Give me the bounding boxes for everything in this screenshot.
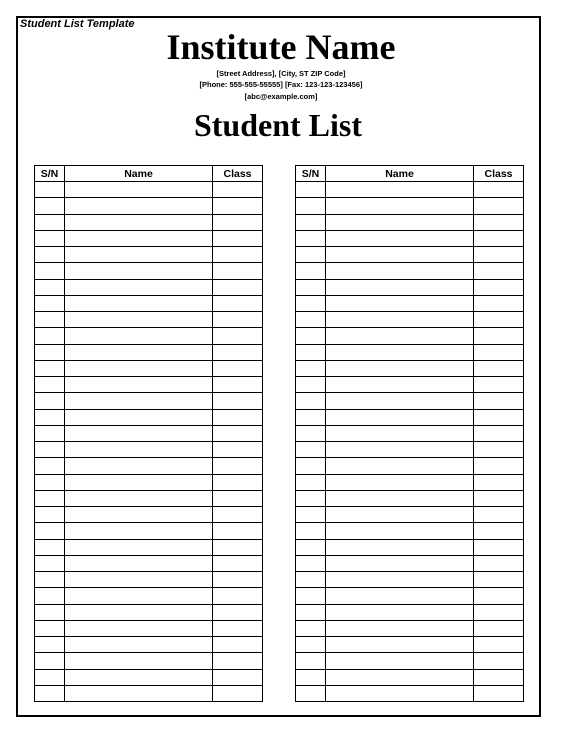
table-row [296,279,524,295]
template-label: Student List Template [20,18,135,30]
table-row [296,344,524,360]
name-cell [65,669,213,685]
name-cell [326,230,474,246]
name-cell [326,409,474,425]
name-cell [326,360,474,376]
document-title: Student List [193,107,363,143]
table-row [296,588,524,604]
class-cell [213,182,263,198]
class-cell [474,604,524,620]
name-column-header: Name [326,166,474,182]
table-row [35,685,263,701]
name-cell [326,507,474,523]
class-cell [213,604,263,620]
sn-cell [296,328,326,344]
class-cell [474,425,524,441]
sn-cell [35,490,65,506]
table-row [296,555,524,571]
name-cell [65,637,213,653]
email-line: [abc@example.com] [244,92,318,101]
sn-cell [296,425,326,441]
class-cell [213,555,263,571]
name-cell [65,458,213,474]
sn-cell [296,653,326,669]
name-cell [65,230,213,246]
table-row [296,198,524,214]
class-cell [213,360,263,376]
class-cell [474,279,524,295]
class-cell [474,409,524,425]
table-row [35,474,263,490]
class-cell [474,490,524,506]
sn-cell [35,279,65,295]
name-cell [326,377,474,393]
class-cell [213,539,263,555]
name-cell [65,247,213,263]
name-cell [65,555,213,571]
sn-cell [296,523,326,539]
sn-cell [296,312,326,328]
class-cell [213,669,263,685]
table-row [35,555,263,571]
name-cell [65,474,213,490]
contact-line: [Phone: 555-555-55555] [Fax: 123-123-123456] [199,80,363,89]
name-cell [65,312,213,328]
sn-cell [296,377,326,393]
class-cell [474,523,524,539]
sn-cell [296,604,326,620]
sn-cell [296,409,326,425]
name-cell [65,523,213,539]
class-cell [213,214,263,230]
class-cell [474,214,524,230]
sn-cell [296,198,326,214]
name-cell [65,360,213,376]
sn-cell [296,344,326,360]
table-row [296,230,524,246]
name-cell [326,572,474,588]
student-table-left [34,165,263,702]
table-row [296,377,524,393]
table-row [35,604,263,620]
sn-cell [296,230,326,246]
name-cell [65,620,213,636]
class-cell [474,539,524,555]
table-row [296,425,524,441]
class-column-header: Class [474,166,524,182]
table-row [35,490,263,506]
name-cell [326,442,474,458]
sn-cell [35,604,65,620]
class-cell [474,393,524,409]
table-row [296,393,524,409]
class-cell [474,182,524,198]
sn-cell [35,555,65,571]
table-row [296,409,524,425]
table-row [35,620,263,636]
table-row [35,588,263,604]
name-cell [65,604,213,620]
class-cell [213,620,263,636]
student-table-body [35,182,263,702]
name-cell [65,214,213,230]
table-row [35,458,263,474]
table-row [35,425,263,441]
sn-column-header: S/N [296,166,326,182]
name-cell [326,312,474,328]
table-row [296,572,524,588]
class-cell [474,360,524,376]
name-cell [326,637,474,653]
sn-cell [35,685,65,701]
sn-cell [35,230,65,246]
sn-cell [296,685,326,701]
table-row [35,393,263,409]
class-cell [213,328,263,344]
sn-cell [296,279,326,295]
name-cell [65,653,213,669]
class-cell [474,474,524,490]
table-row [296,263,524,279]
sn-cell [35,409,65,425]
class-cell [213,312,263,328]
sn-cell [35,263,65,279]
sn-cell [296,620,326,636]
table-row [35,637,263,653]
sn-cell [35,539,65,555]
sn-cell [35,182,65,198]
class-cell [474,637,524,653]
table-row [35,214,263,230]
table-row [35,279,263,295]
name-cell [326,247,474,263]
sn-cell [296,490,326,506]
table-row [296,247,524,263]
sn-cell [296,247,326,263]
sn-cell [35,377,65,393]
class-cell [213,198,263,214]
class-cell [213,377,263,393]
sn-cell [35,344,65,360]
name-cell [326,263,474,279]
table-header-row [296,166,524,182]
name-cell [326,295,474,311]
class-cell [213,637,263,653]
name-cell [65,263,213,279]
name-cell [65,295,213,311]
sn-cell [35,653,65,669]
table-row [35,328,263,344]
table-row [35,198,263,214]
name-cell [326,214,474,230]
sn-cell [35,328,65,344]
sn-cell [296,555,326,571]
table-row [296,474,524,490]
name-cell [326,555,474,571]
class-cell [213,442,263,458]
name-cell [326,393,474,409]
sn-cell [35,247,65,263]
name-cell [326,198,474,214]
class-cell [474,669,524,685]
table-row [35,360,263,376]
class-cell [213,230,263,246]
class-cell [213,572,263,588]
table-row [296,328,524,344]
class-cell [474,312,524,328]
class-cell [474,247,524,263]
student-table-body [296,182,524,702]
table-row [35,295,263,311]
class-cell [213,685,263,701]
name-cell [65,328,213,344]
name-cell [326,279,474,295]
name-cell [65,279,213,295]
sn-cell [35,312,65,328]
table-row [296,653,524,669]
name-cell [65,425,213,441]
sn-cell [35,523,65,539]
sn-cell [35,588,65,604]
name-cell [65,539,213,555]
class-cell [213,588,263,604]
name-cell [326,685,474,701]
name-cell [326,523,474,539]
name-cell [326,344,474,360]
name-cell [326,620,474,636]
sn-cell [35,442,65,458]
class-cell [474,344,524,360]
table-row [296,604,524,620]
table-row [35,263,263,279]
table-row [35,409,263,425]
class-cell [213,409,263,425]
sn-cell [296,442,326,458]
sn-cell [35,425,65,441]
sn-cell [296,393,326,409]
class-cell [213,653,263,669]
table-row [296,620,524,636]
table-row [296,637,524,653]
class-cell [474,442,524,458]
table-row [296,507,524,523]
sn-cell [296,637,326,653]
class-cell [474,620,524,636]
class-cell [474,198,524,214]
table-row [35,442,263,458]
table-row [35,523,263,539]
class-cell [213,393,263,409]
table-row [35,230,263,246]
table-row [296,458,524,474]
table-row [296,685,524,701]
class-cell [474,295,524,311]
table-row [35,539,263,555]
class-cell [474,653,524,669]
sn-column-header: S/N [35,166,65,182]
sn-cell [35,620,65,636]
sn-cell [35,637,65,653]
name-cell [65,490,213,506]
name-cell [326,458,474,474]
sn-cell [296,295,326,311]
table-row [296,295,524,311]
class-cell [474,507,524,523]
table-row [296,360,524,376]
name-cell [65,442,213,458]
table-row [35,247,263,263]
class-cell [213,247,263,263]
sn-cell [35,214,65,230]
sn-cell [296,669,326,685]
name-cell [65,507,213,523]
class-cell [213,523,263,539]
class-column-header: Class [213,166,263,182]
name-cell [326,604,474,620]
name-cell [65,393,213,409]
name-column-header: Name [65,166,213,182]
class-cell [474,572,524,588]
class-cell [213,279,263,295]
sn-cell [296,458,326,474]
table-row [35,572,263,588]
class-cell [474,230,524,246]
class-cell [474,685,524,701]
sn-cell [35,198,65,214]
class-cell [213,344,263,360]
table-row [35,182,263,198]
table-row [35,669,263,685]
student-table-right [295,165,524,702]
table-row [296,312,524,328]
sn-cell [35,507,65,523]
table-row [35,653,263,669]
table-row [296,669,524,685]
name-cell [65,198,213,214]
sn-cell [296,474,326,490]
sn-cell [35,295,65,311]
sn-cell [35,360,65,376]
class-cell [474,555,524,571]
class-cell [474,458,524,474]
sn-cell [35,474,65,490]
name-cell [65,572,213,588]
table-row [35,377,263,393]
institute-name: Institute Name [166,27,396,67]
name-cell [326,182,474,198]
name-cell [326,588,474,604]
table-header-row [35,166,263,182]
sn-cell [296,572,326,588]
sn-cell [296,588,326,604]
name-cell [326,328,474,344]
table-row [296,442,524,458]
address-line: [Street Address], [City, ST ZIP Code] [216,69,346,78]
table-row [35,312,263,328]
sn-cell [296,214,326,230]
class-cell [213,507,263,523]
table-row [296,490,524,506]
class-cell [213,425,263,441]
name-cell [326,425,474,441]
class-cell [474,263,524,279]
sn-cell [296,507,326,523]
class-cell [213,263,263,279]
name-cell [326,474,474,490]
sn-cell [35,458,65,474]
table-row [35,507,263,523]
sn-cell [35,393,65,409]
table-row [296,182,524,198]
name-cell [326,653,474,669]
name-cell [326,490,474,506]
sn-cell [296,182,326,198]
sn-cell [35,669,65,685]
class-cell [213,490,263,506]
class-cell [213,458,263,474]
name-cell [65,588,213,604]
sn-cell [296,360,326,376]
table-row [296,214,524,230]
name-cell [65,685,213,701]
name-cell [65,409,213,425]
class-cell [213,295,263,311]
name-cell [65,344,213,360]
sn-cell [296,263,326,279]
sn-cell [296,539,326,555]
class-cell [474,377,524,393]
name-cell [326,669,474,685]
sn-cell [35,572,65,588]
class-cell [474,588,524,604]
table-row [296,523,524,539]
name-cell [65,377,213,393]
table-row [296,539,524,555]
table-row [35,344,263,360]
class-cell [474,328,524,344]
name-cell [65,182,213,198]
name-cell [326,539,474,555]
class-cell [213,474,263,490]
